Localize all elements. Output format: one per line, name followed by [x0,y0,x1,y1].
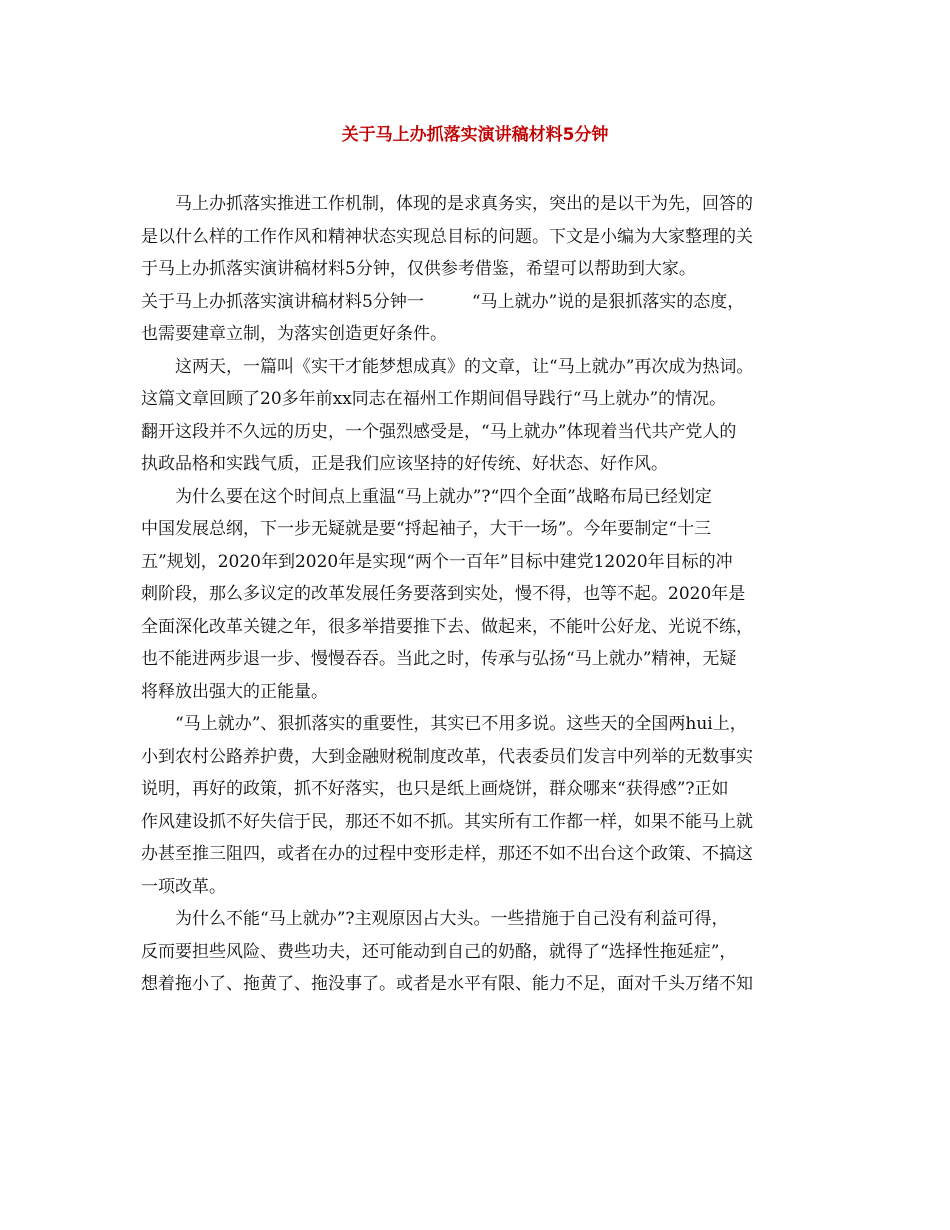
body-line-text: 也需要建章立制，为落实创造更好条件。 [141,324,447,344]
body-line [141,416,816,449]
body-line-text: 反而要担些风险、费些功夫，还可能动到自己的奶酪，就得了“选择性拖延症”， [141,941,737,962]
body-line [141,448,816,481]
document-title: 关于马上办抓落实演讲稿材料5分钟 [341,125,609,145]
body-line [141,383,816,416]
body-line [141,968,816,1001]
body-line [141,286,816,319]
body-line-text: 是以什么样的工作作风和精神状态实现总目标的问题。下文是小编为大家整理的关 [141,226,753,247]
body-line [141,188,816,221]
body-line [141,708,816,741]
body-line [141,773,816,806]
body-line-text: 为什么要在这个时间点上重温“马上就办”?“四个全面”战略布局已经划定 [175,486,712,507]
body-line [141,513,816,546]
body-line [141,221,816,254]
body-line-text: 为什么不能“马上就办”?主观原因占大头。一些措施于自己没有利益可得， [175,909,729,929]
body-line-text: 这篇文章回顾了20多年前xx同志在福州工作期间倡导践行“马上就办”的情况。 [141,389,727,409]
body-line-tail: “马上就办”说的是狠抓落实的态度， [471,291,745,312]
body-line-text: 全面深化改革关键之年，很多举措要推下去、做起来，不能叶公好龙、光说不练， [141,616,753,637]
body-line [141,871,816,904]
body-line-text: 执政品格和实践气质，正是我们应该坚持的好传统、好状态、好作风。 [141,454,668,474]
body-line-text: 马上办抓落实推进工作机制，体现的是求真务实，突出的是以干为先，回答的 [175,194,753,214]
body-line-text: 刺阶段，那么多议定的改革发展任务要落到实处，慢不得，也等不起。2020年是 [141,584,746,604]
body-line [141,903,816,936]
body-line-text: 将释放出强大的正能量。 [141,681,328,702]
body-line-text: 中国发展总纲，下一步无疑就是要“捋起袖子，大干一场”。今年要制定“十三 [141,519,712,539]
body-line [141,351,816,384]
document-body [141,188,816,1001]
body-line-text: “马上就办”、狠抓落实的重要性，其实已不用多说。这些天的全国两hui上， [175,714,747,734]
body-line [141,741,816,774]
body-line-text: 说明，再好的政策，抓不好落实，也只是纸上画烧饼，群众哪来“获得感”?正如 [141,779,729,799]
body-line [141,643,816,676]
body-line-text: 也不能进两步退一步、慢慢吞吞。当此之时，传承与弘扬“马上就办”精神，无疑 [141,649,737,669]
body-line [141,936,816,969]
body-line-text: 一项改革。 [141,876,226,897]
body-line-text: 五”规划，2020年到2020年是实现“两个一百年”目标中建党12020年目标的冲 [141,551,733,572]
body-line [141,318,816,351]
body-line [141,611,816,644]
body-line [141,546,816,579]
body-line [141,253,816,286]
body-line-text: 作风建设抓不好失信于民，那还不如不抓。其实所有工作都一样，如果不能马上就 [141,811,753,832]
body-line [141,806,816,839]
body-line [141,838,816,871]
body-line-text: 办甚至推三阻四，或者在办的过程中变形走样，那还不如不出台这个政策、不搞这 [141,844,753,864]
body-line-text: 关于马上办抓落实演讲稿材料5分钟一 [141,291,424,312]
body-line [141,481,816,514]
body-line-text: 小到农村公路养护费，大到金融财税制度改革，代表委员们发言中列举的无数事实 [141,746,753,767]
body-line [141,578,816,611]
body-line [141,676,816,709]
body-line-text: 翻开这段并不久远的历史，一个强烈感受是，“马上就办”体现着当代共产党人的 [141,421,737,442]
body-line-text: 想着拖小了、拖黄了、拖没事了。或者是水平有限、能力不足，面对千头万绪不知 [141,974,753,994]
body-line-text: 于马上办抓落实演讲稿材料5分钟，仅供参考借鉴，希望可以帮助到大家。 [141,259,696,279]
body-line-text: 这两天，一篇叫《实干才能梦想成真》的文章，让“马上就办”再次成为热词。 [175,356,754,377]
